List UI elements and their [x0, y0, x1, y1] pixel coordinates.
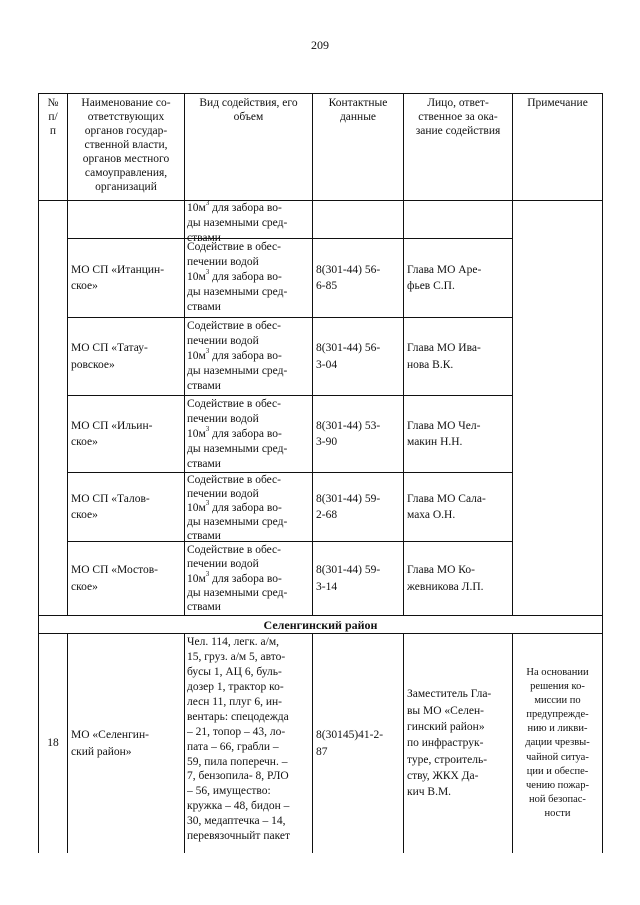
line-col3	[312, 93, 313, 615]
row-org: МО СП «Талов- ское»	[71, 492, 150, 521]
header-person: Лицо, ответ- ственное за ока- зание содействия	[415, 97, 501, 138]
line-col1	[67, 93, 68, 615]
header-type: Вид содействия, его объем	[199, 97, 298, 124]
row18-org: МО «Селенгин- ский район»	[71, 729, 149, 758]
line-col4b	[403, 633, 404, 853]
row-person: Глава МО Ко- жевникова Л.П.	[407, 564, 484, 593]
line-row5-bottom	[38, 615, 603, 616]
header-note: Примечание	[527, 97, 588, 109]
section-title: Селенгинский район	[263, 618, 378, 632]
row-org: МО СП «Итанцин- ское»	[71, 263, 165, 292]
row-person: Глава МО Сала- маха О.Н.	[407, 492, 486, 521]
row-org: МО СП «Ильин- ское»	[71, 419, 153, 448]
row18-aid: Чел. 114, легк. а/м, 15, груз. а/м 5, авто- бусы 1, АЦ 6, буль- дозер 1, трактор ко- лесн 11, плуг 6, ин- вентарь: спецодежда – 21, топор – 43, ло- пата – 66, грабли – 59, пила поперечн. – 7, бензопила- 8, РЛО – 56, имущество: кружка – 48, бидон – 30, медаптечка – 14, перевязочныйт пакет	[187, 636, 291, 843]
row-contact: 8(301-44) 56- 6-85	[316, 263, 381, 292]
row18-contact: 8(30145)41-2- 87	[316, 729, 384, 758]
row-aid: Содействие в обес- печении водой $10м^3$ для забора во- ды наземными сред- ствами	[187, 398, 288, 470]
header-contacts: Контактные данные	[328, 97, 388, 124]
table	[38, 93, 603, 853]
carry-aid: $10м^3$ для забора во- ды наземными сред- ствами	[187, 201, 288, 245]
line-col2b	[184, 633, 185, 853]
row-person: Глава МО Чел- макин Н.Н.	[407, 419, 481, 448]
row18-person: Заместитель Гла- вы МО «Селен- гинский район» по инфраструк- туре, строитель- ству, ЖКХ Да- кич В.М.	[407, 688, 492, 799]
line-col5	[512, 93, 513, 615]
row-contact: 8(301-44) 59- 2-68	[316, 492, 381, 521]
line-top	[38, 93, 603, 94]
line-col5b	[512, 633, 513, 853]
row18-num: 18	[47, 737, 59, 750]
line-left	[38, 93, 39, 853]
line-col4	[403, 93, 404, 615]
row-contact: 8(301-44) 59- 3-14	[316, 564, 381, 593]
row18-note: На основании решения ко- миссии по предупрежде- нию и ликви- дации чрезвы- чайной ситуа- ции и обеспе- чению пожар- ной безопас- ности	[525, 666, 590, 820]
page-number: 209	[311, 38, 329, 52]
line-right	[602, 93, 603, 853]
row-aid: Содействие в обес- печении водой $10м^3$ для забора во- ды наземными сред- ствами	[187, 241, 288, 313]
row-aid: Содействие в обес- печении водой $10м^3$ для забора во- ды наземными сред- ствами	[187, 320, 288, 392]
row-org: МО СП «Татау- ровское»	[71, 342, 148, 371]
row-person: Глава МО Аре- фьев С.П.	[407, 263, 482, 292]
header-num: № п/ п	[47, 97, 59, 138]
line-header-bottom	[38, 200, 603, 201]
row-contact: 8(301-44) 56- 3-04	[316, 342, 381, 371]
row-aid: Содействие в обес- печении водой $10м^3$ для забора во- ды наземными сред- ствами	[187, 544, 288, 613]
row-person: Глава МО Ива- нова В.К.	[407, 342, 481, 371]
header-org: Наименование со- ответствующих органов государ- ственной власти, органов местного самоуправления, организаций	[81, 97, 171, 194]
line-col2	[184, 93, 185, 615]
line-col3b	[312, 633, 313, 853]
row-org: МО СП «Мостов- ское»	[71, 564, 158, 593]
line-col1b	[67, 633, 68, 853]
row-contact: 8(301-44) 53- 3-90	[316, 419, 381, 448]
row-aid: Содействие в обес- печении водой $10м^3$ для забора во- ды наземными сред- ствами	[187, 474, 288, 543]
